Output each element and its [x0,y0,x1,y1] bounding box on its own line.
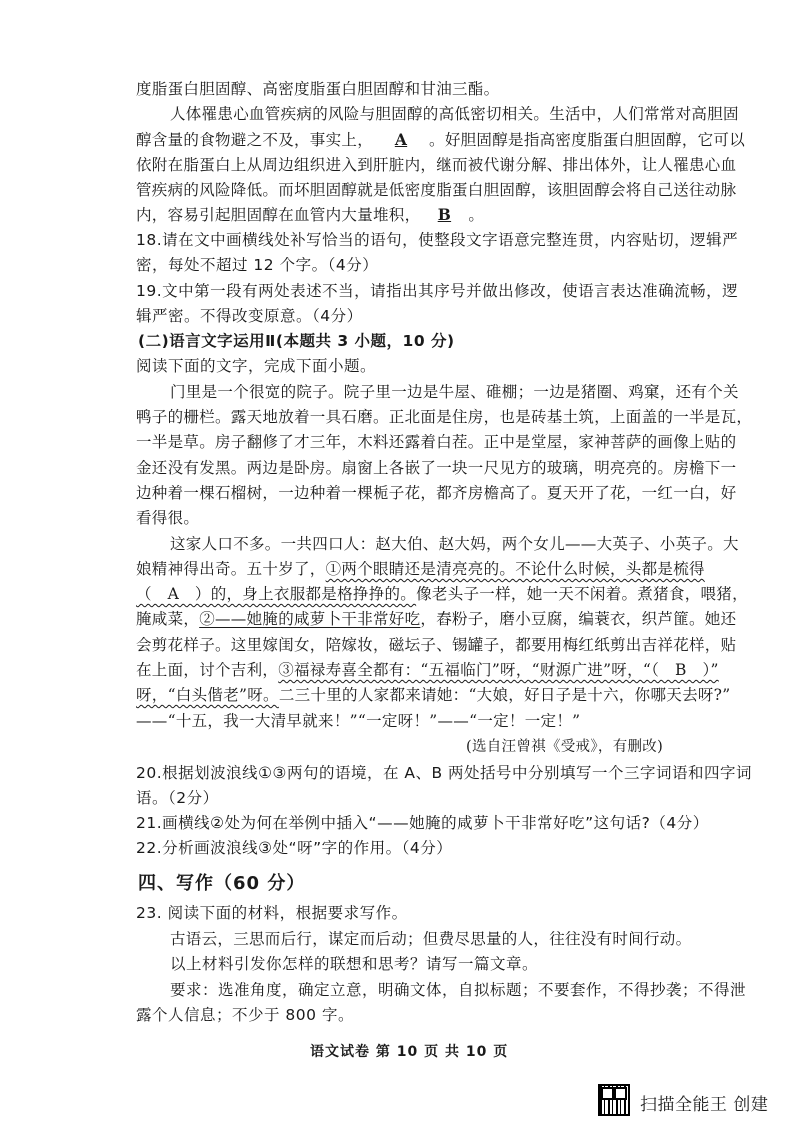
passage-line [136,584,748,604]
text: 这家人口不多。一共四口人：赵大伯、赵大妈，两个女儿——大英子、小英子。大 [170,535,739,553]
passage-line [136,508,199,528]
text: 露个人信息；不少于 800 字。 [136,1006,354,1024]
text: 娘精神得出奇。五十岁了， [136,560,326,578]
text: 会剪花样子。这里嫁闺女，陪嫁妆，磁坛子、锡罐子，都要用梅红纸剪出吉祥花样，贴 [136,636,737,654]
question-19 [136,281,738,301]
text: 四、写作（60 分） [138,873,306,894]
section-title [138,331,455,351]
qr-code-icon [598,1084,630,1116]
text: 20.根据划波浪线①③两句的语境，在 A、B 两处括号中分别填写一个三字词语和四字词 [136,764,753,782]
text: 管疾病的风险降低。而坏胆固醇就是低密度脂蛋白胆固醇，该胆固醇会将自己送往动脉 [136,181,737,199]
prompt-line [170,954,538,974]
requirement-line [170,980,746,1000]
text: 23. 阅读下面的材料，根据要求写作。 [136,904,408,922]
passage-line [170,104,739,124]
section-title [138,874,305,894]
text: 语文试卷 第 10 页 共 10 页 [310,1044,509,1060]
requirement-line [136,1005,354,1025]
wavy-underline-3: 呀，“白头偕老”呀。 [136,686,279,704]
text: 看得很。 [136,509,200,527]
text: 门里是一个很宽的院子。院子里一边是牛屋、碓棚；一边是猪圈、鸡窠，还有个关 [170,383,739,401]
text: 。 [468,206,485,224]
question-18 [136,255,378,275]
passage-line [136,559,705,579]
text: 21.画横线②处为何在举例中插入“——她腌的咸萝卜干非常好吃”这句话?（4分） [136,814,709,832]
text: ，舂粉子，磨小豆腐，编蓑衣，织芦篚。她还 [420,610,737,628]
instruction [136,356,376,376]
text: 以上材料引发你怎样的联想和思考？请写一篇文章。 [170,955,539,973]
question-20 [136,763,752,783]
text: 鸭子的栅栏。露天地放着一具石磨。正北面是住房，也是砖基土筑，上面盖的一半是瓦， [136,408,753,426]
page-footer [310,1042,508,1062]
passage-line [170,382,739,402]
passage-line [136,609,736,629]
wavy-underline-1: （ A ）的，身上衣服都是格挣挣的。 [136,585,417,603]
text: 一半是草。房子翻修了才三年，木料还露着白茬。正中是堂屋，家神菩萨的画像上贴的 [136,433,737,451]
text: 要求：选准角度，确定立意，明确文体，自拟标题；不要套作，不得抄袭；不得泄 [170,981,747,999]
text: 金还没有发黑。两边是卧房。扇窗上各嵌了一块一尺见方的玻璃，明亮亮的。房檐下一 [136,459,737,477]
passage-line [136,432,736,452]
text: (二)语言文字运用Ⅱ(本题共 3 小题，10 分) [138,332,455,350]
text: (选自汪曾祺《受戒》，有删改) [466,739,664,755]
passage-line [136,635,736,655]
question-20 [136,788,219,808]
passage-line [136,711,580,731]
text: 辑严密。不得改变原意。（4分） [136,307,363,325]
text: 密，每处不超过 12 个字。（4分） [136,256,379,274]
text: 语。（2分） [136,789,219,807]
text: 二三十里的人家都来请她：“大娘，好日子是十六，你哪天去呀?” [278,686,731,704]
passage-line [136,130,745,150]
text: 腌咸菜， [136,610,200,628]
passage-line [136,79,499,99]
text: 在上面，讨个吉利， [136,661,279,679]
question-19 [136,306,363,326]
blank-b: B [437,205,452,224]
passage-line [136,660,719,680]
text: 19.文中第一段有两处表述不当，请指出其序号并做出修改，使语言表达准确流畅，逻 [136,282,739,300]
text: 22.分析画波浪线③处“呀”字的作用。（4分） [136,839,453,857]
wavy-underline-1: ①两个眼睛还是清亮亮的。不论什么时候，头都是梳得 [325,560,705,578]
passage-line [136,458,736,478]
text: 边种着一棵石榴树，一边种着一棵栀子花，都齐房檐高了。夏天开了花，一红一白，好 [136,484,737,502]
text: 度脂蛋白胆固醇、高密度脂蛋白胆固醇和甘油三酯。 [136,80,500,98]
text: 18.请在文中画横线处补写恰当的语句，使整段文字语意完整连贯，内容贴切，逻辑严 [136,231,739,249]
passage-line [136,407,752,427]
passage-line [136,205,484,225]
blank-a: A [394,130,408,149]
question-23 [136,903,408,923]
text: ——“十五，我一大清早就来！”“一定呀！”——“一定！一定！” [136,712,581,730]
text: 醇含量的食物避之不及，事实上， [136,131,374,149]
question-22 [136,838,452,858]
text: 像老头子一样，她一天不闲着。煮猪食，喂猪， [416,585,748,603]
passage-source [466,737,663,757]
text: 依附在脂蛋白上从周边组织进入到肝脏内，继而被代谢分解、排出体外，让人罹患心血 [136,156,737,174]
material-line [170,929,691,949]
text: 人体罹患心血管疾病的风险与胆固醇的高低密切相关。生活中，人们常常对高胆固 [170,105,739,123]
text: 古语云，三思而后行，谋定而后动；但费尽思量的人，往往没有时间行动。 [170,930,692,948]
text: 阅读下面的文字，完成下面小题。 [136,357,377,375]
scanner-watermark: 扫描全能王 创建 [640,1095,769,1115]
text: 。好胆固醇是指高密度脂蛋白胆固醇，它可以 [429,131,746,149]
passage-line [136,155,736,175]
wavy-underline-3: ③福禄寿喜全都有：“五福临门”呀，“财源广进”呀，“（ B ）” [278,661,719,679]
question-18 [136,230,738,250]
question-21 [136,813,709,833]
text: 内，容易引起胆固醇在血管内大量堆积， [136,206,421,224]
passage-line [136,483,736,503]
underline-2: ②——她腌的咸萝卜干非常好吃 [199,610,421,628]
passage-line [136,180,736,200]
passage-line [136,685,731,705]
passage-line [170,534,739,554]
